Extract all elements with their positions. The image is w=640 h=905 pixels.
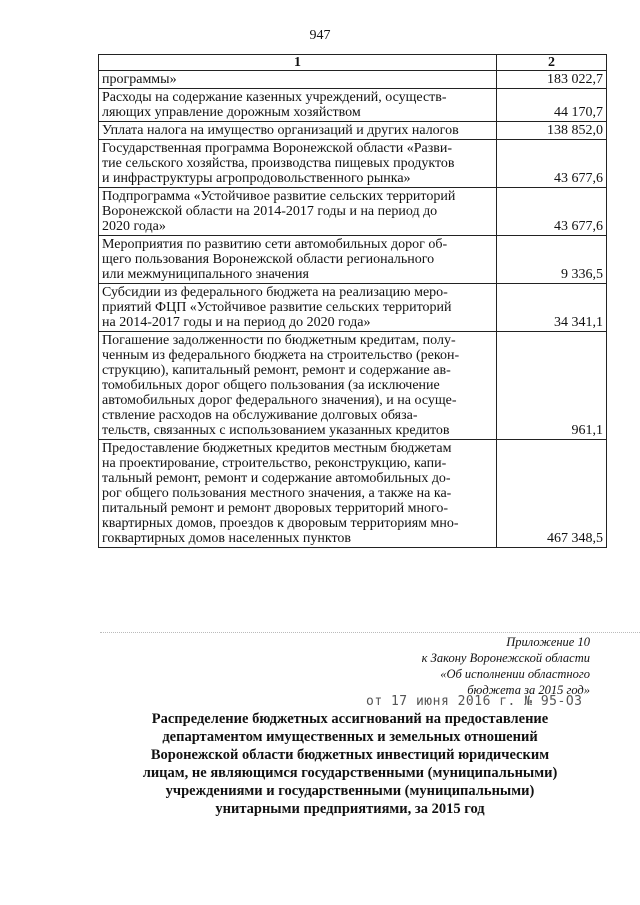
row-amount: 138 852,0: [497, 122, 607, 140]
row-description: Субсидии из федерального бюджета на реализацию меро- приятий ФЦП «Устойчивое развитие сельских территорий на 2014-2017 годы и на период до 2020 года»: [99, 284, 497, 332]
table-header-row: [99, 55, 607, 71]
table-row: [99, 440, 607, 548]
row-amount: 961,1: [497, 332, 607, 440]
row-description: Погашение задолженности по бюджетным кредитам, полу- ченным из федерального бюджета на строительство (рекон- струкцию), капитальный ремонт, ремонт и содержание ав- томобильных дорог общего пользования (за исключение автомобильных дорог федерального значения), и на осуще- ствление расходов на обслуживание долговых обяза- тельств, связанных с использованием указанных кредитов: [99, 332, 497, 440]
row-amount: 467 348,5: [497, 440, 607, 548]
table-row: [99, 71, 607, 89]
table-row: [99, 140, 607, 188]
row-amount: 9 336,5: [497, 236, 607, 284]
heading-line: лицам, не являющимся государственными (муниципальными): [142, 765, 558, 781]
row-description: программы»: [99, 71, 497, 89]
row-amount: 34 341,1: [497, 284, 607, 332]
appendix-line: бюджета за 2015 год»: [467, 683, 590, 697]
row-amount: 43 677,6: [497, 140, 607, 188]
heading-line: департаментом имущественных и земельных отношений: [162, 729, 538, 745]
table-row: [99, 332, 607, 440]
row-description: Расходы на содержание казенных учреждений, осуществ- ляющих управление дорожным хозяйством: [99, 89, 497, 122]
row-description: Подпрограмма «Устойчивое развитие сельских территорий Воронежской области на 2014-2017 годы и на период до 2020 года»: [99, 188, 497, 236]
appendix-line: Приложение 10: [506, 635, 590, 649]
section-heading: [120, 710, 580, 818]
budget-table: [98, 54, 607, 548]
row-description: Уплата налога на имущество организаций и других налогов: [99, 122, 497, 140]
column-header-1: 1: [99, 55, 497, 71]
page-number: 947: [309, 28, 331, 43]
heading-line: унитарными предприятиями, за 2015 год: [215, 801, 485, 817]
table-row: [99, 284, 607, 332]
row-description: Государственная программа Воронежской области «Разви- тие сельского хозяйства, производства пищевых продуктов и инфраструктуры агропродовольственного рынка»: [99, 140, 497, 188]
row-description: Предоставление бюджетных кредитов местным бюджетам на проектирование, строительство, реконструкцию, капи- тальный ремонт, ремонт и содержание автомобильных до- рог общего пользования местного значения, а также на ка- питальный ремонт и ремонт дворовых территорий много- квартирных домов, проездов к дворовым территориям мно- гоквартирных домов населенных пунктов: [99, 440, 497, 548]
table-row: [99, 188, 607, 236]
table-row: [99, 236, 607, 284]
table-row: [99, 122, 607, 140]
law-date-stamp: от 17 июня 2016 г. № 95-ОЗ: [366, 694, 583, 709]
row-amount: 183 022,7: [497, 71, 607, 89]
appendix-reference: [350, 634, 590, 698]
heading-line: Распределение бюджетных ассигнований на предоставление: [151, 711, 549, 727]
appendix-line: «Об исполнении областного: [440, 667, 590, 681]
row-amount: 43 677,6: [497, 188, 607, 236]
heading-line: учреждениями и государственными (муниципальными): [165, 783, 535, 799]
row-amount: 44 170,7: [497, 89, 607, 122]
table-row: [99, 89, 607, 122]
row-description: Мероприятия по развитию сети автомобильных дорог об- щего пользования Воронежской области регионального или межмуниципального значения: [99, 236, 497, 284]
column-header-2: 2: [497, 55, 607, 71]
heading-line: Воронежской области бюджетных инвестиций юридическим: [150, 747, 550, 763]
appendix-line: к Закону Воронежской области: [421, 651, 590, 665]
